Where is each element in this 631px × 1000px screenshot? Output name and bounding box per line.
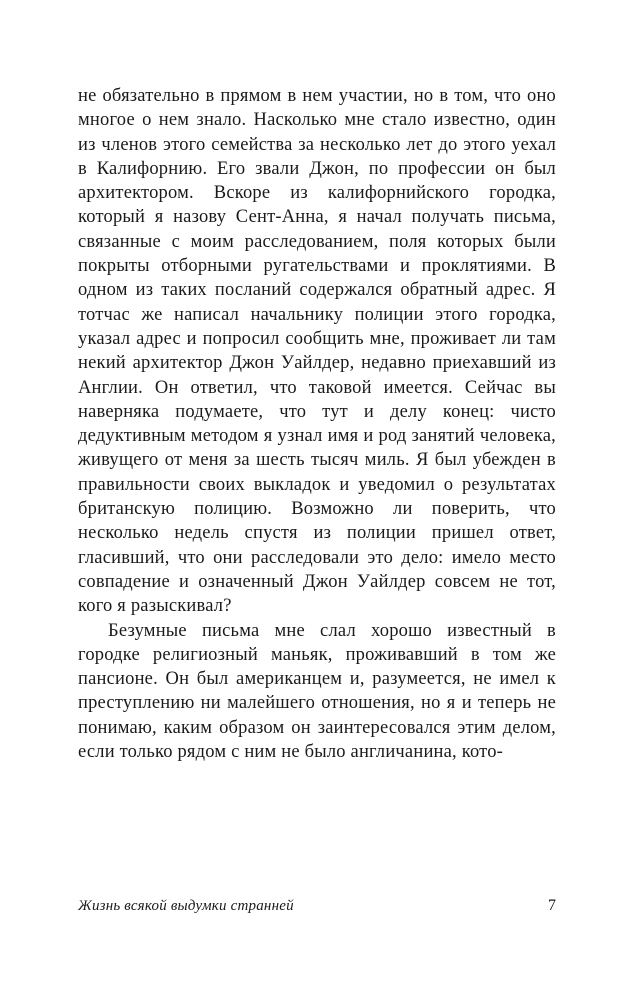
paragraph: Безумные письма мне слал хорошо известный в городке религиозный маньяк, проживавший в том же пансионе. Он был американцем и, разумеется, не имел к преступлению ни малейшего отношения, но я и теперь не понимаю, каким образом он заинтересовался этим делом, если только рядом с ним не было англичанина, кото- [78,620,556,763]
running-title: Жизнь всякой выдумки странней [78,898,294,914]
paragraph-continuation: не обязательно в прямом в нем участии, но в том, что оно многое о нем знало. Насколько мне стало известно, один из членов этого семейства за несколько лет до этого уехал в Калифорнию. Его звали Джон, по профессии он был архитектором. Вскоре из калифорнийского городка, который я назову Сент-Анна, я начал получать письма, связанные с моим расследованием, поля которых были покрыты отборными ругательствами и проклятиями. В одном из таких посланий содержался обратный адрес. Я тотчас же написал начальнику полиции этого городка, указал адрес и попросил сообщить мне, проживает ли там некий архитектор Джон Уайлдер, недавно приехавший из Англии. Он ответил, что таковой имеется. Сейчас вы наверняка подумаете, что тут и делу конец: чисто дедуктивным методом я узнал имя и род занятий человека, живущего от меня за шесть тысяч миль. Я был убежден в правильности своих выкладок и уведомил о результатах британскую полицию. Возможно ли поверить, что несколько недель спустя из полиции пришел ответ, гласивший, что они расследовали это дело: имело место совпадение и означенный Джон Уайлдер совсем не тот, кого я разыскивал? [78,86,556,617]
page-footer [78,897,556,915]
page-number: 7 [548,897,556,914]
page-text-block [78,84,556,764]
